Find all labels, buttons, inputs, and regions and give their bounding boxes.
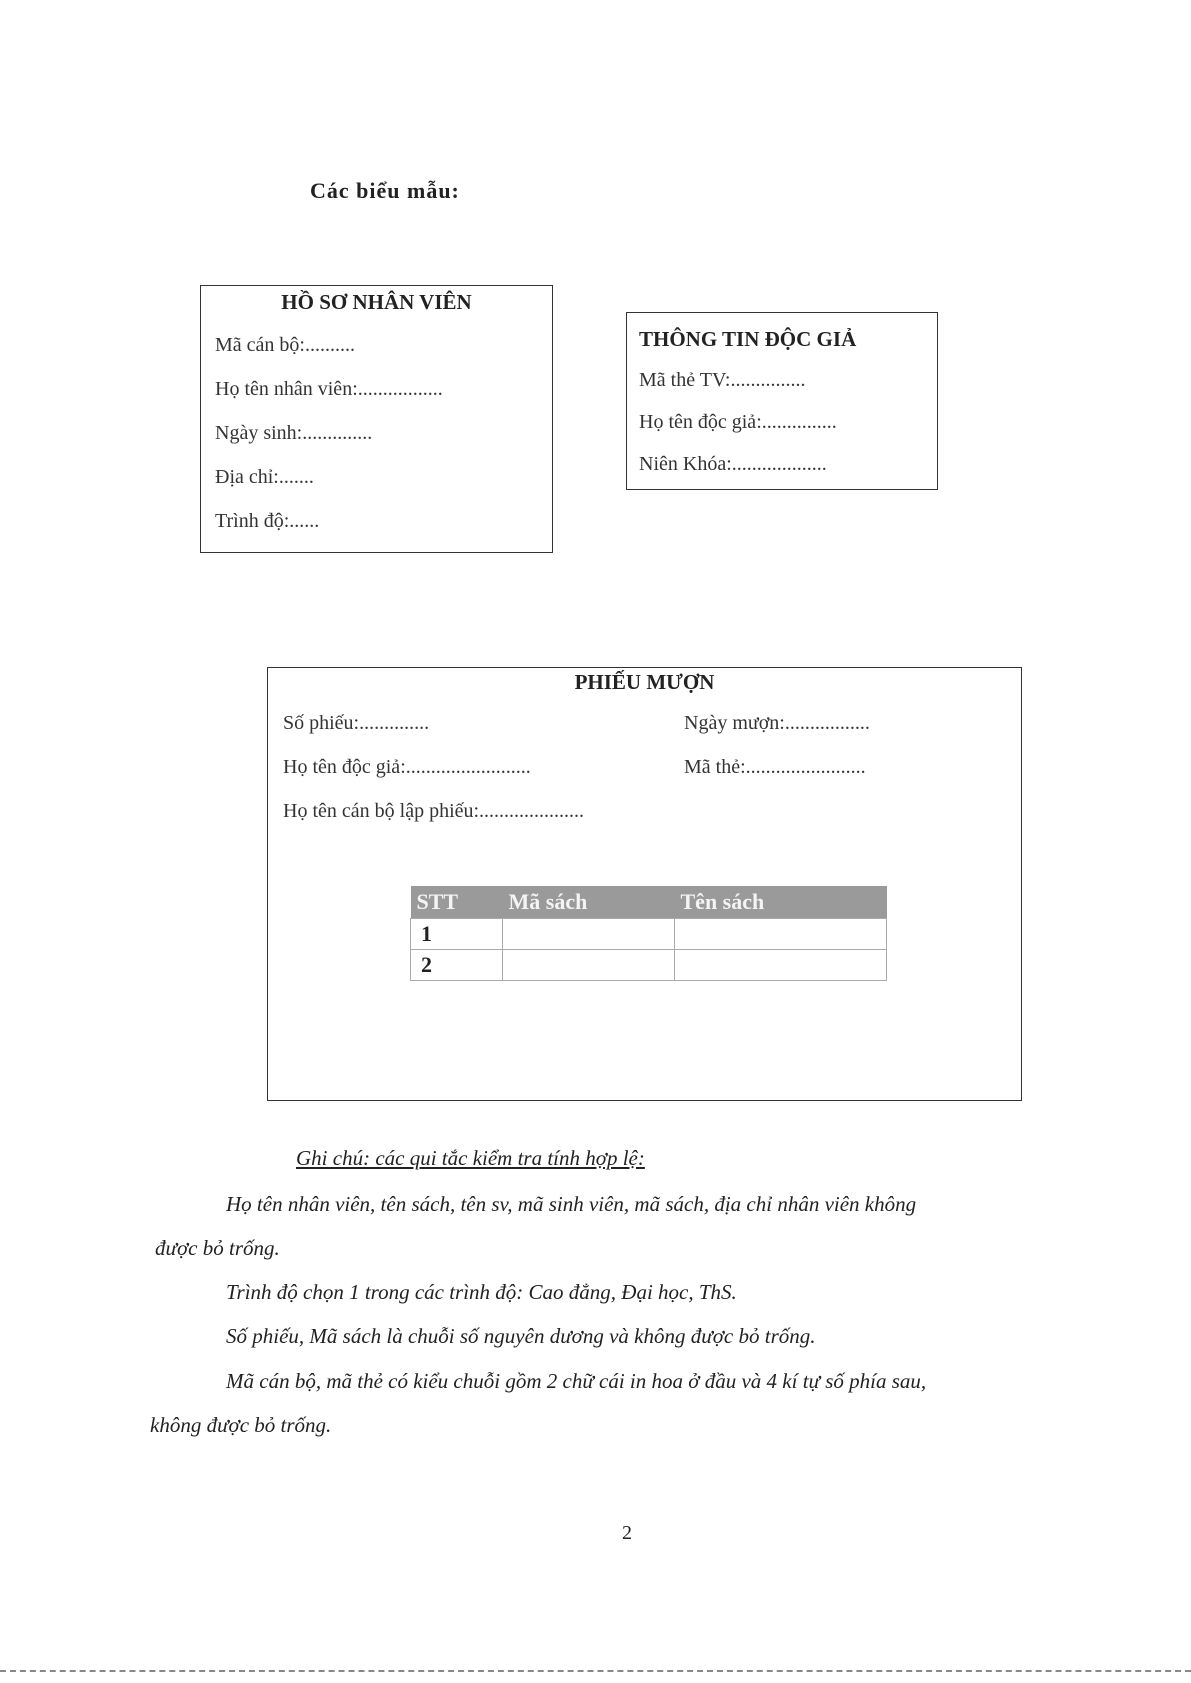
employee-address-field: Địa chỉ:....... [215, 466, 314, 488]
note-numeric-fields: Số phiếu, Mã sách là chuỗi số nguyên dương và không được bỏ trống. [226, 1324, 816, 1348]
header-book-code: Mã sách [503, 886, 675, 919]
employee-form-title: HỒ SƠ NHÂN VIÊN [281, 290, 472, 314]
notes-title: Ghi chú: các qui tắc kiểm tra tính hợp lệ: [296, 1146, 645, 1170]
loan-reader-name-field: Họ tên độc giả:......................... [283, 756, 531, 778]
note-code-format-line2: không được bỏ trống. [150, 1413, 332, 1437]
library-card-field: Mã thẻ TV:............... [639, 369, 806, 391]
table-cell-stt: 2 [411, 950, 503, 981]
employee-id-field: Mã cán bộ:.......... [215, 334, 355, 356]
table-cell-book-title [675, 950, 887, 981]
employee-level-field: Trình độ:...... [215, 510, 320, 532]
header-book-title: Tên sách [675, 886, 887, 919]
note-education-level: Trình độ chọn 1 trong các trình độ: Cao đẳng, Đại học, ThS. [226, 1280, 737, 1304]
reader-name-field: Họ tên độc giả:............... [639, 411, 837, 433]
reader-info-form [626, 312, 938, 490]
table-cell-stt: 1 [411, 919, 503, 950]
page-number: 2 [622, 1522, 632, 1544]
note-required-fields-line1: Họ tên nhân viên, tên sách, tên sv, mã sinh viên, mã sách, địa chỉ nhân viên không [226, 1192, 917, 1216]
book-table [410, 886, 887, 981]
card-number-field: Mã thẻ:........................ [684, 756, 866, 778]
bottom-scan-edge [0, 1670, 1191, 1672]
slip-number-field: Số phiếu:.............. [283, 712, 430, 734]
loan-date-field: Ngày mượn:................. [684, 712, 870, 734]
table-cell-book-code [503, 919, 675, 950]
note-code-format-line1: Mã cán bộ, mã thẻ có kiểu chuỗi gồm 2 chữ cái in hoa ở đầu và 4 kí tự số phía sau, [226, 1369, 927, 1393]
employee-profile-form [200, 285, 553, 553]
book-table-header-row [411, 886, 887, 919]
table-cell-book-code [503, 950, 675, 981]
note-required-fields-line2: được bỏ trống. [155, 1236, 280, 1260]
page-heading: Các biểu mẫu: [310, 178, 460, 203]
loan-form-title: PHIẾU MƯỢN [574, 670, 715, 694]
employee-birthdate-field: Ngày sinh:.............. [215, 422, 373, 444]
header-stt: STT [411, 886, 503, 919]
academic-year-field: Niên Khóa:................... [639, 453, 827, 475]
table-row [411, 950, 887, 981]
table-cell-book-title [675, 919, 887, 950]
loan-slip-form [267, 667, 1022, 1101]
employee-name-field: Họ tên nhân viên:................. [215, 378, 443, 400]
staff-name-field: Họ tên cán bộ lập phiếu:..................... [283, 800, 585, 822]
table-row [411, 919, 887, 950]
reader-form-title: THÔNG TIN ĐỘC GIẢ [639, 327, 857, 351]
